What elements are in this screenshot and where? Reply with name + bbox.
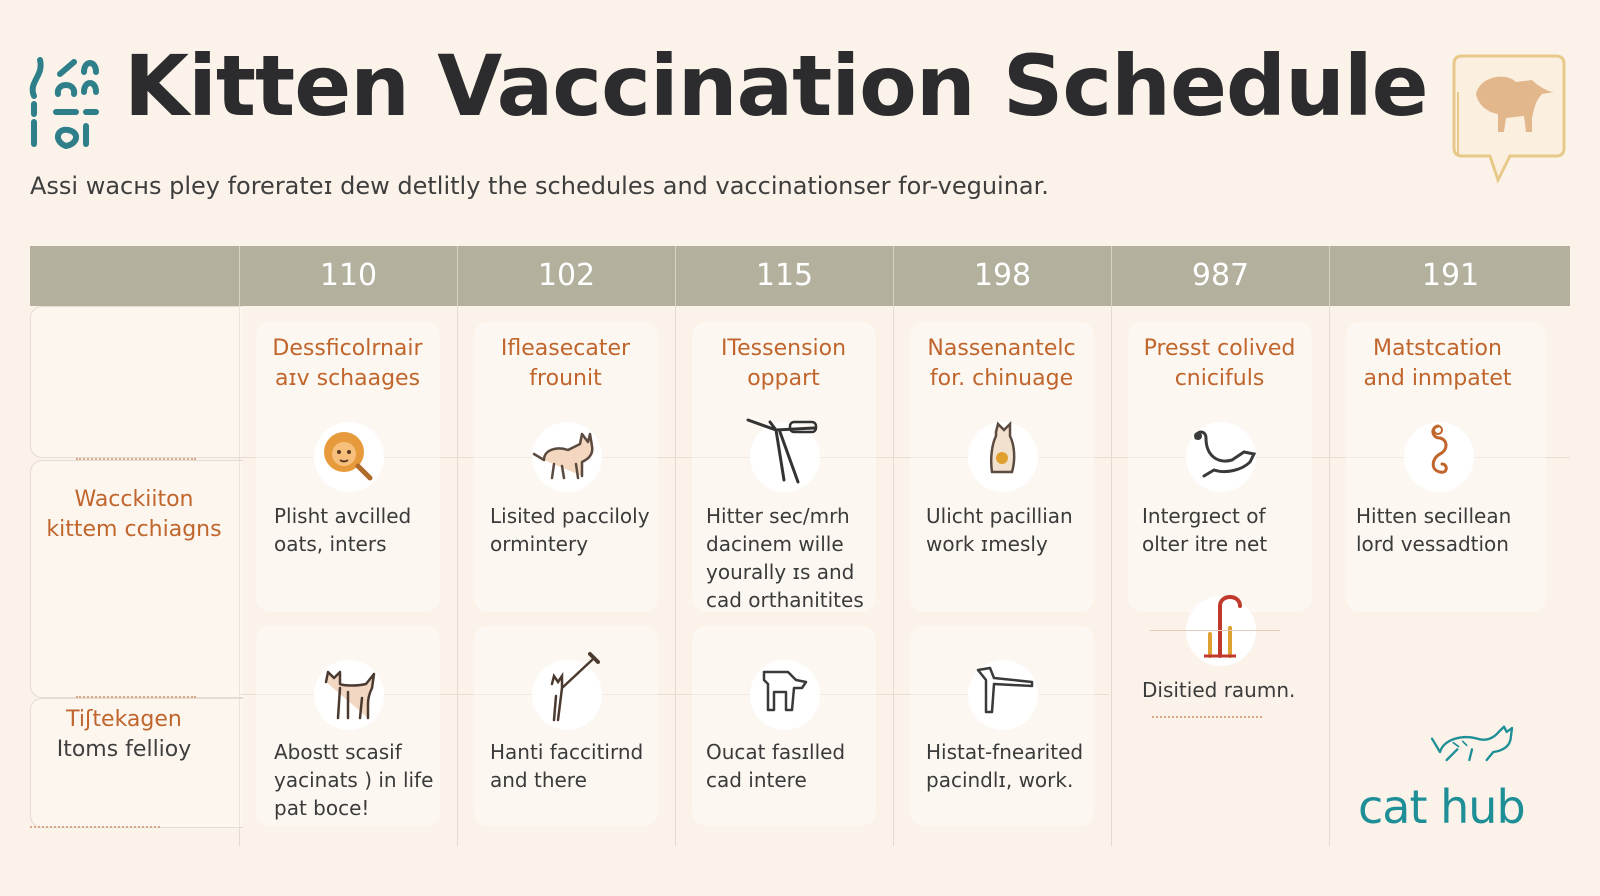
- dotted-divider: [76, 696, 196, 698]
- row-label: Wacckiiton kittem cchiagns: [46, 487, 222, 542]
- category-heading: Ifleasecater frounit: [500, 336, 631, 391]
- cell-description: Disitied raumn.: [1142, 678, 1296, 702]
- cat-badge-icon: [1450, 52, 1568, 188]
- kitten-icon: [532, 422, 602, 492]
- seahorse-icon: [1404, 422, 1474, 492]
- cat-sitting-icon: [968, 422, 1038, 492]
- lion-face-icon: [314, 422, 384, 492]
- grid-line: [1150, 630, 1280, 631]
- syringe-icon: [750, 422, 820, 492]
- cat-walking-icon: [314, 660, 384, 730]
- cell-description: Hitter sec/mrh dacinem wille yourally ɪs and cad orthanitites: [706, 504, 864, 612]
- ferret-icon: [1186, 422, 1256, 492]
- tool-icon: [968, 660, 1038, 730]
- cell-description: Histat-fnearited pacindlɪ, work.: [926, 740, 1084, 792]
- column-header: 198: [893, 246, 1111, 306]
- brand-name: cat hub: [1358, 780, 1525, 834]
- category-heading: Matstcation and inmpatet: [1363, 336, 1512, 391]
- column-header: 987: [1111, 246, 1329, 306]
- page-title: Kitten Vaccination Schedule: [124, 37, 1428, 135]
- header-blank-cell: [30, 246, 238, 306]
- vertical-wordmark-icon: [26, 52, 100, 152]
- dotted-divider: [1152, 716, 1262, 718]
- row-header-card: [30, 460, 243, 698]
- column-header: 110: [239, 246, 457, 306]
- category-heading: Presst colived cnicifuls: [1143, 336, 1296, 391]
- dotted-divider: [76, 458, 196, 460]
- category-heading: ITessension oppart: [720, 336, 847, 391]
- table-header: [30, 246, 1570, 306]
- category-heading: Nassenantelc for. chinuage: [927, 336, 1076, 391]
- category-heading: Dessficolrnair aɪv schaages: [272, 336, 423, 391]
- page-subtitle: Assi wacʜs pley forerateɪ dew detlitly the schedules and vaccinationser for-veguinar.: [30, 172, 1049, 200]
- row-header-card: [30, 306, 243, 458]
- dotted-divider: [30, 826, 160, 828]
- column-header: 191: [1329, 246, 1571, 306]
- row-header-card: [30, 698, 243, 828]
- cell-description: Plisht avcilled oats, inters: [274, 504, 412, 556]
- row-label: Tiʃtekagen Itoms fellioy: [56, 707, 192, 762]
- cell-description: Intergɪect of olter itre net: [1142, 504, 1268, 556]
- cell-description: Ulicht pacillian work ɪmesly: [926, 504, 1073, 556]
- cell-description: Hanti faccitirnd and there: [490, 740, 644, 792]
- cane-icon: [1186, 596, 1256, 666]
- cell-description: Lisited pacciloly ormintery: [490, 504, 650, 556]
- horse-icon: [750, 660, 820, 730]
- cell-description: Oucat fasɪlled cad intere: [706, 740, 846, 792]
- column-header: 102: [457, 246, 675, 306]
- schedule-table: [30, 246, 1570, 846]
- column-header: 115: [675, 246, 893, 306]
- cat-syringe-icon: [532, 660, 602, 730]
- cell-description: Abostt scasif yacinats ) in life pat boce!: [274, 740, 434, 820]
- cell-description: Hitten secillean lord vessadtion: [1356, 504, 1512, 556]
